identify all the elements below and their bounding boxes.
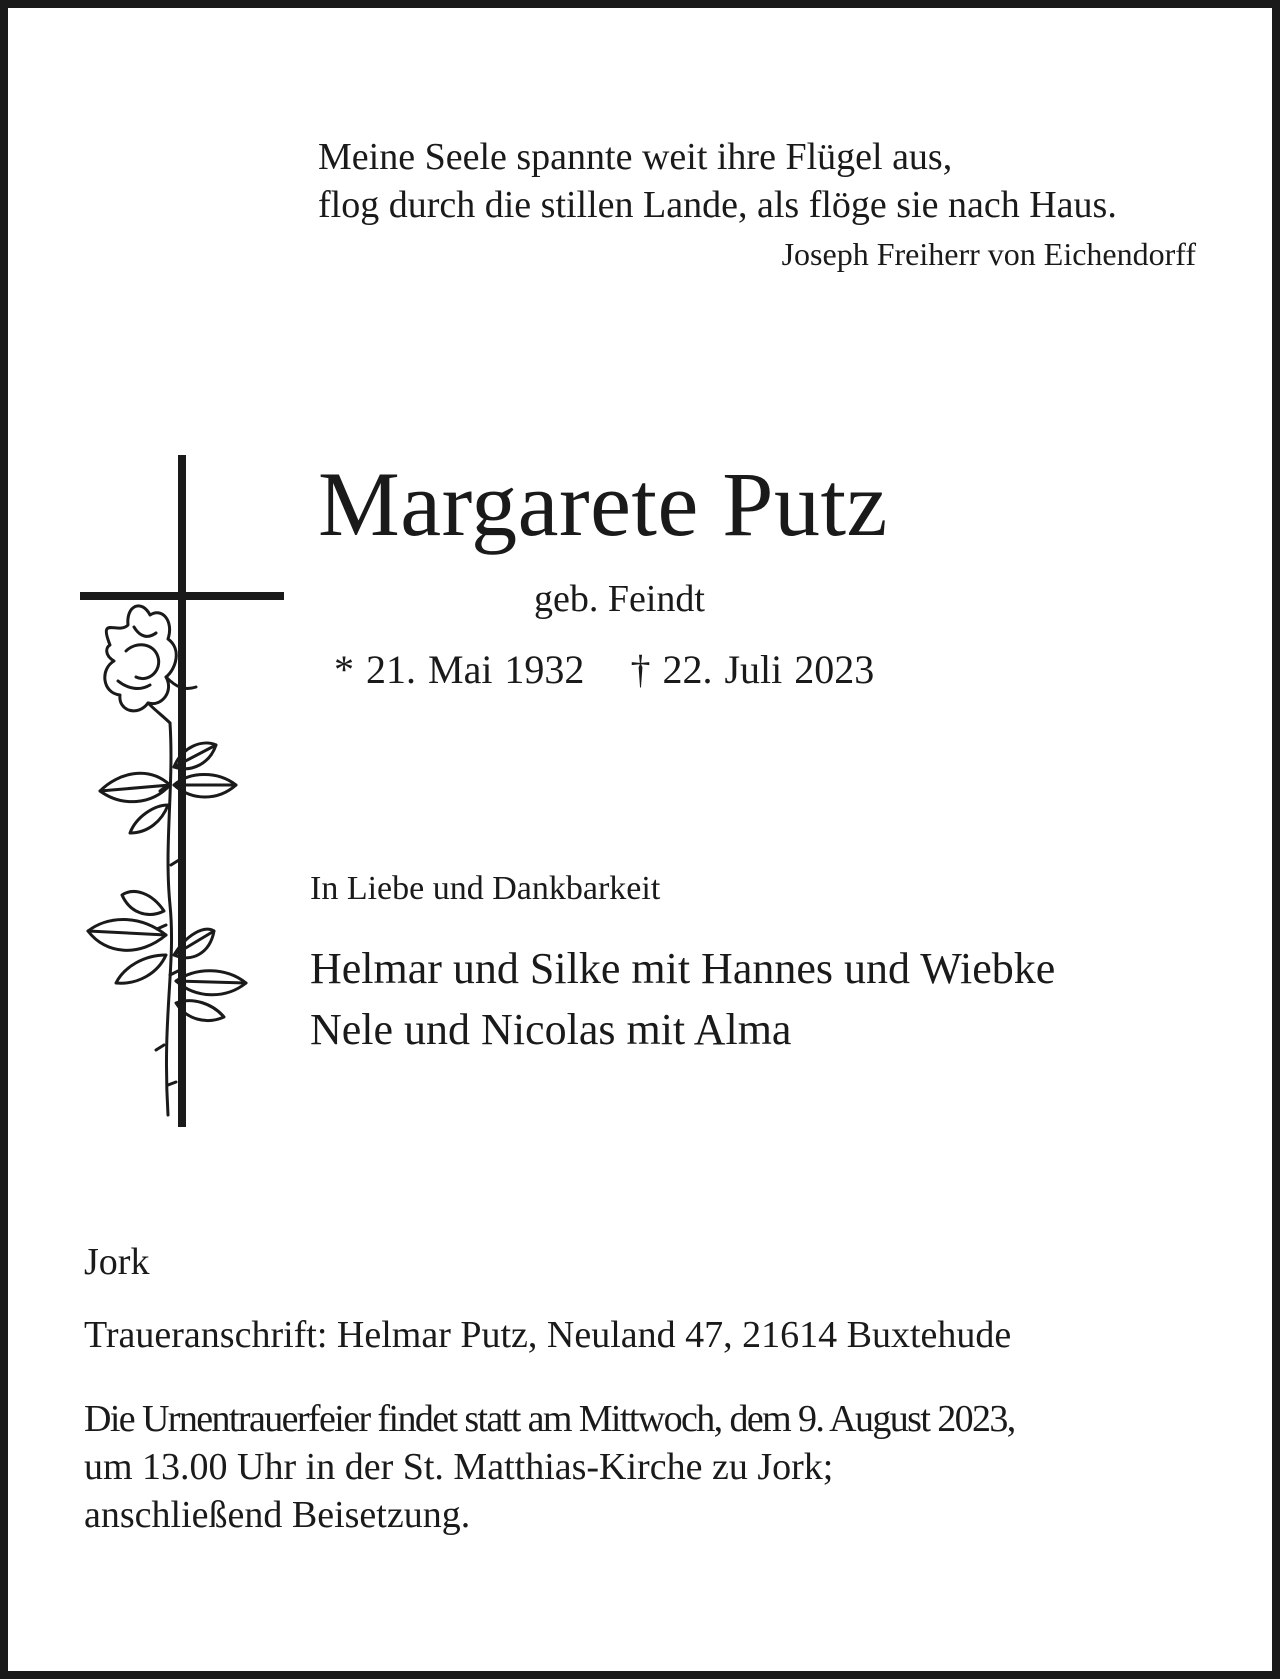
poem-author: Joseph Freiherr von Eichendorff xyxy=(781,236,1196,272)
deceased-name: Margarete Putz xyxy=(318,453,888,555)
rose-icon xyxy=(88,606,246,1115)
cross-rose-illustration xyxy=(78,455,288,1135)
ceremony-line-2: um 13.00 Uhr in der St. Matthias-Kirche zu Jork; xyxy=(84,1445,834,1488)
mourning-address: Traueranschrift: Helmar Putz, Neuland 47, 21614 Buxtehude xyxy=(84,1314,1012,1356)
death-date: † 22. Juli 2023 xyxy=(630,647,875,692)
mourners-line-1: Helmar und Silke mit Hannes und Wiebke xyxy=(310,944,1056,993)
place: Jork xyxy=(84,1241,150,1283)
life-dates xyxy=(334,647,875,692)
poem-line-1: Meine Seele spannte weit ihre Flügel aus, xyxy=(318,136,953,178)
maiden-name: geb. Feindt xyxy=(534,578,705,620)
ceremony-info xyxy=(84,1396,1214,1540)
mourners-line-2: Nele und Nicolas mit Alma xyxy=(310,1005,792,1054)
birth-date: * 21. Mai 1932 xyxy=(334,647,585,692)
ceremony-line-3: anschließend Beisetzung. xyxy=(84,1493,471,1536)
poem-line-2: flog durch die stillen Lande, als flöge sie nach Haus. xyxy=(318,184,1117,226)
ceremony-line-1: Die Urnentrauerfeier findet statt am Mittwoch, dem 9. August 2023, xyxy=(84,1398,1015,1440)
mourners-intro: In Liebe und Dankbarkeit xyxy=(310,870,661,907)
